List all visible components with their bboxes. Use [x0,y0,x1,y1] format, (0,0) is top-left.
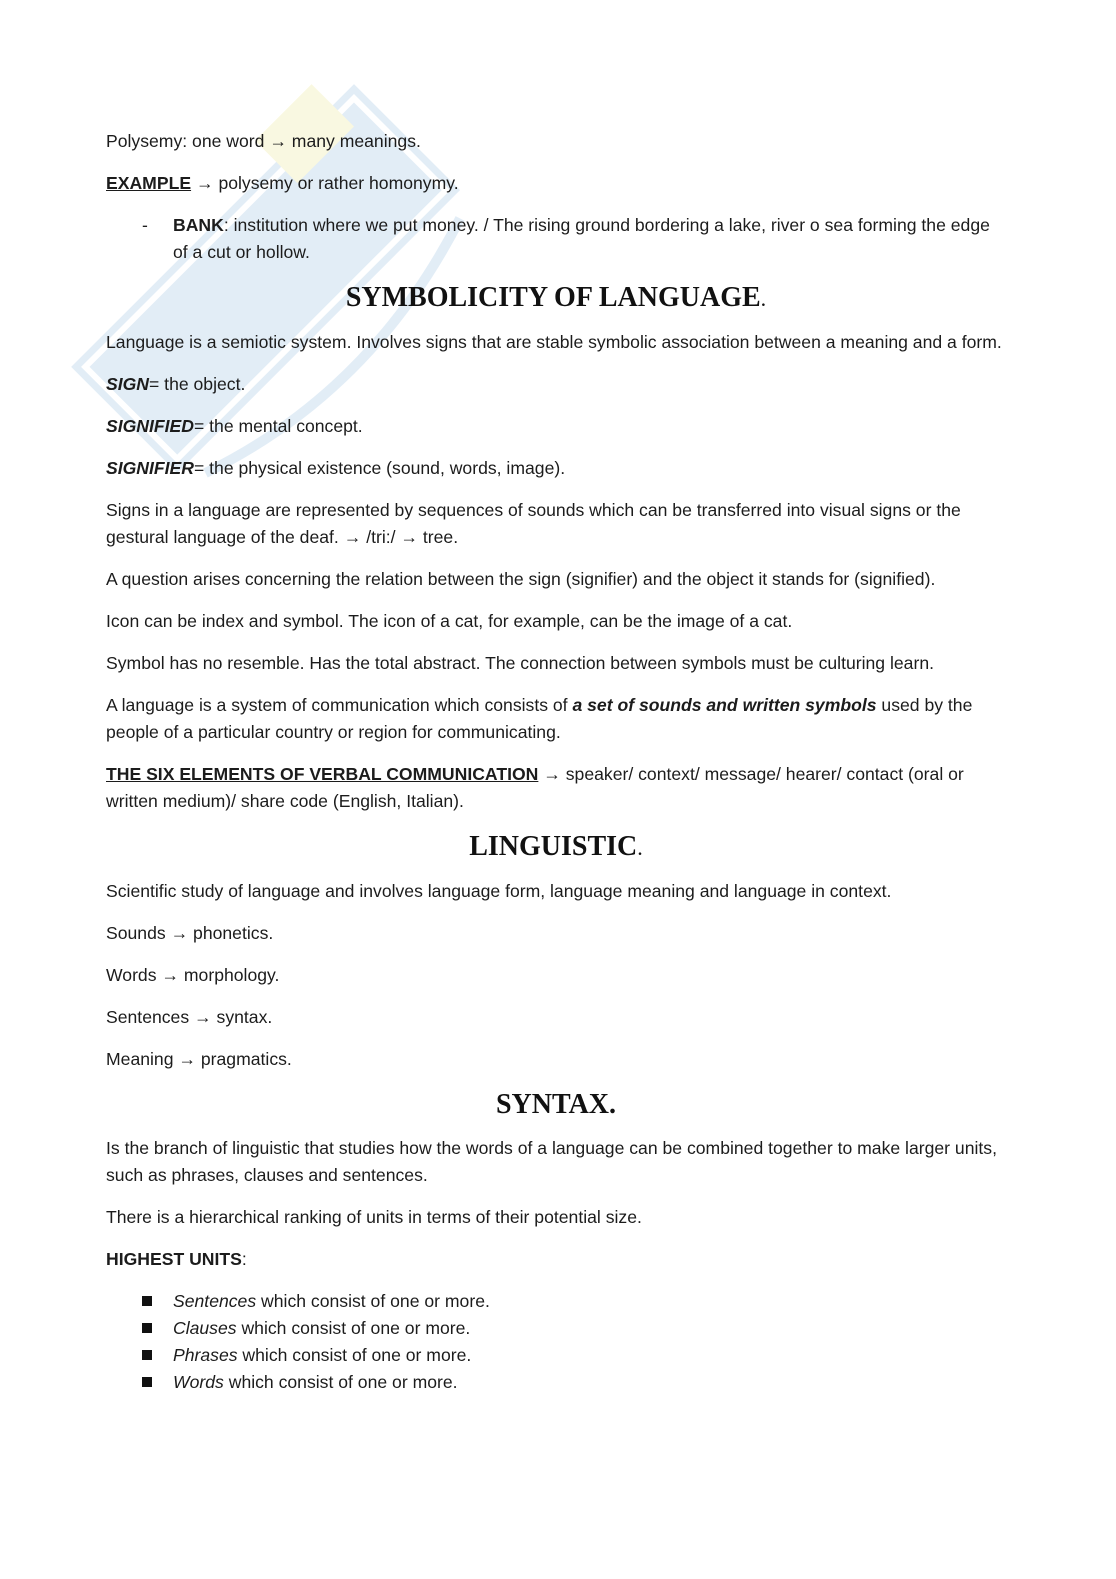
linguistic-item: Words → morphology. [106,965,280,985]
right-arrow-icon: → [194,1007,212,1027]
paragraph-six-elements: THE SIX ELEMENTS OF VERBAL COMMUNICATION → speaker/ context/ message/ hearer/ contact (oral or written medium)/ share code (English, Italian). [106,764,964,811]
paragraph-signs: Signs in a language are represented by sequences of sounds which can be transferred into visual signs or the gestural language of the deaf. → /tri:/ → tree. [106,500,961,547]
heading-symbolicity: SYMBOLICITY OF LANGUAGE. [345,282,767,313]
highest-units-label: HIGHEST UNITS: [106,1249,247,1269]
right-arrow-icon: → [195,173,214,193]
heading-linguistic: LINGUISTIC. [469,831,643,862]
square-bullet-icon [142,1296,152,1306]
right-arrow-icon: → [543,764,561,784]
paragraph: A question arises concerning the relation between the sign (signifier) and the object it stands for (signified). [106,569,936,589]
list-item: - BANK: institution where we put money. / The rising ground bordering a lake, river o sea forming the edge of a cut or hollow. [106,212,1006,266]
right-arrow-icon: → [161,965,179,985]
square-bullet-icon [142,1323,152,1333]
paragraph: Symbol has no resemble. Has the total abstract. The connection between symbols must be culturing learn. [106,653,934,673]
square-bullet-icon [142,1350,152,1360]
definition-signified: SIGNIFIED= the mental concept. [106,416,363,436]
document-page [106,128,1006,1396]
right-arrow-icon: → [400,527,418,547]
list-item: Clauses which consist of one or more. [106,1315,1006,1342]
right-arrow-icon: → [170,923,189,943]
example-list [106,212,1006,266]
polysemy-line: Polysemy: one word → many meanings. [106,131,421,151]
right-arrow-icon: → [178,1049,196,1069]
linguistic-item: Sentences → syntax. [106,1007,273,1027]
paragraph: Language is a semiotic system. Involves signs that are stable symbolic association between a meaning and a form. [106,332,1002,352]
definition-sign: SIGN= the object. [106,374,246,394]
example-line: EXAMPLE → polysemy or rather homonymy. [106,173,459,193]
paragraph: There is a hierarchical ranking of units in terms of their potential size. [106,1207,642,1227]
paragraph-language: A language is a system of communication which consists of a set of sounds and written symbols used by the people of a particular country or region for communicating. [106,695,973,742]
list-item: Phrases which consist of one or more. [106,1342,1006,1369]
bank-term: BANK [173,215,224,235]
right-arrow-icon: → [343,527,362,547]
definition-signifier: SIGNIFIER= the physical existence (sound, words, image). [106,458,566,478]
heading-syntax: SYNTAX. [495,1089,617,1120]
paragraph: Icon can be index and symbol. The icon of a cat, for example, can be the image of a cat. [106,611,793,631]
square-bullet-icon [142,1377,152,1387]
right-arrow-icon: → [269,131,287,151]
units-list [106,1288,1006,1396]
linguistic-item: Sounds → phonetics. [106,923,274,943]
list-item: Sentences which consist of one or more. [106,1288,1006,1315]
list-item: Words which consist of one or more. [106,1369,1006,1396]
paragraph: Is the branch of linguistic that studies how the words of a language can be combined together to make larger units, such as phrases, clauses and sentences. [106,1138,997,1185]
paragraph: Scientific study of language and involves language form, language meaning and language in context. [106,881,892,901]
linguistic-item: Meaning → pragmatics. [106,1049,292,1069]
example-label: EXAMPLE [106,173,192,193]
